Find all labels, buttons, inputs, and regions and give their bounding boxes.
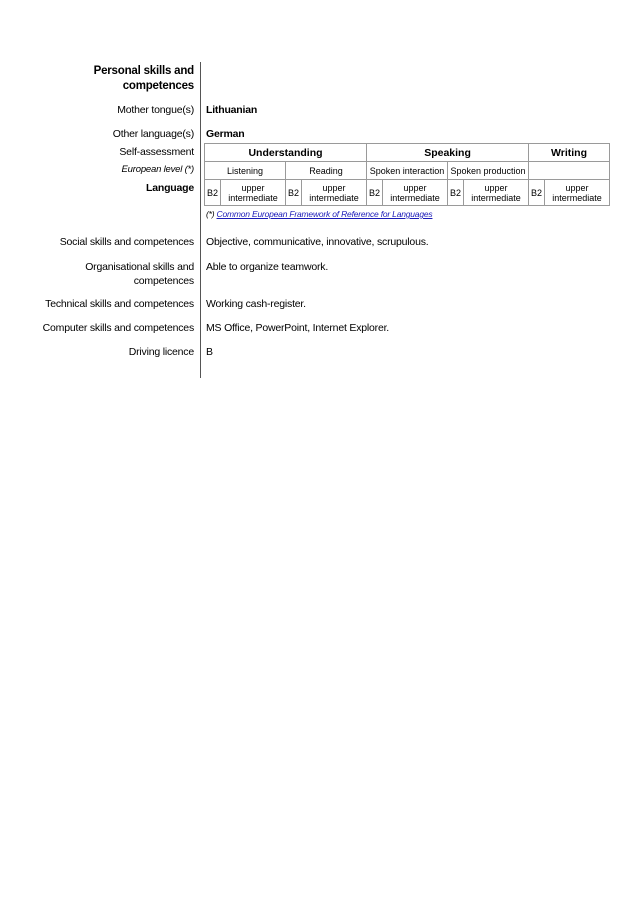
level-description: upper intermediate [545,180,610,206]
language-label: Language [146,182,194,194]
level-code: B2 [286,180,302,206]
organisational-skills-label-line1: Organisational skills and [85,261,194,273]
level-code: B2 [367,180,383,206]
subheader-spoken-production: Spoken production [448,162,529,180]
other-language-label: Other language(s) [112,128,194,140]
technical-skills-value: Working cash-register. [206,298,306,310]
computer-skills-label: Computer skills and competences [42,322,194,334]
computer-skills-value: MS Office, PowerPoint, Internet Explorer. [206,322,390,334]
subheader-listening: Listening [205,162,286,180]
other-language-value: German [206,128,245,140]
section-heading-line1: Personal skills and [93,65,194,77]
cefr-footnote [206,209,432,219]
footnote-prefix: (*) [206,209,217,219]
group-header-speaking: Speaking [367,144,529,162]
organisational-skills-value: Able to organize teamwork. [206,261,329,273]
language-assessment-table [204,143,610,206]
level-code: B2 [448,180,464,206]
level-code: B2 [529,180,545,206]
european-level-label: European level (*) [121,164,194,175]
level-description: upper intermediate [383,180,448,206]
section-heading-line2: competences [122,80,194,92]
level-description: upper intermediate [302,180,367,206]
social-skills-value: Objective, communicative, innovative, scrupulous. [206,236,429,248]
level-description: upper intermediate [464,180,529,206]
group-header-writing: Writing [529,144,610,162]
group-header-understanding: Understanding [205,144,367,162]
driving-licence-label: Driving licence [128,346,194,358]
self-assessment-label: Self-assessment [119,146,194,158]
cefr-link[interactable]: Common European Framework of Reference for Languages [216,209,433,219]
level-description: upper intermediate [221,180,286,206]
technical-skills-label: Technical skills and competences [45,298,194,310]
subheader-writing-empty [529,162,610,180]
subheader-spoken-interaction: Spoken interaction [367,162,448,180]
social-skills-label: Social skills and competences [59,236,194,248]
level-code: B2 [205,180,221,206]
subheader-reading: Reading [286,162,367,180]
section-divider-line [200,62,201,378]
driving-licence-value: B [206,346,213,358]
organisational-skills-label-line2: competences [133,275,194,287]
mother-tongue-value: Lithuanian [206,104,258,116]
mother-tongue-label: Mother tongue(s) [117,104,194,116]
